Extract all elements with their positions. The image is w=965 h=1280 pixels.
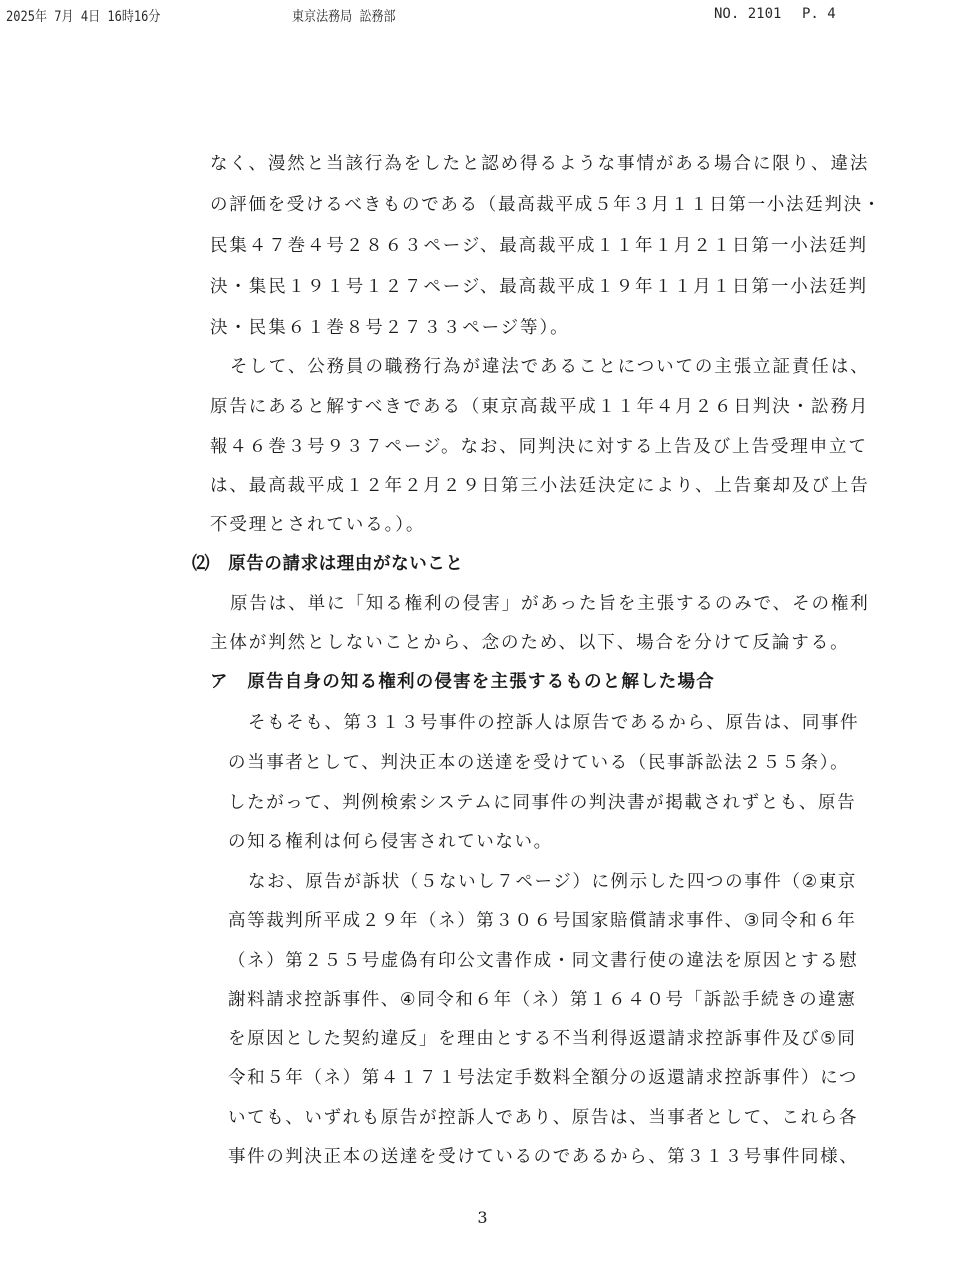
page-number: 3 xyxy=(477,1208,488,1227)
body-line: 決・民集６１巻８号２７３３ページ等）。 xyxy=(210,318,570,338)
body-line: そもそも、第３１３号事件の控訴人は原告であるから、原告は、同事件 xyxy=(248,713,860,733)
body-line: 高等裁判所平成２９年（ネ）第３０６号国家賠償請求事件、③同令和６年 xyxy=(228,911,857,931)
body-line: なお、原告が訴状（５ないし７ページ）に例示した四つの事件（②東京 xyxy=(248,872,858,892)
body-line: いても、いずれも原告が控訴人であり、原告は、当事者として、これら各 xyxy=(228,1108,858,1128)
body-line: 不受理とされている。）。 xyxy=(210,515,426,535)
body-line: なく、漫然と当該行為をしたと認め得るような事情がある場合に限り、違法 xyxy=(210,154,870,174)
body-line: したがって、判例検索システムに同事件の判決書が掲載されずとも、原告 xyxy=(228,793,857,813)
body-line: 決・集民１９１号１２７ページ、最高裁平成１９年１１月１日第一小法廷判 xyxy=(210,277,868,297)
body-line: 謝料請求控訴事件、④同令和６年（ネ）第１６４０号「訴訟手続きの違憲 xyxy=(228,990,857,1010)
body-line: （ネ）第２５５号虚偽有印公文書作成・同文書行使の違法を原因とする慰 xyxy=(228,951,859,971)
body-line: は、最高裁平成１２年２月２９日第三小法廷決定により、上告棄却及び上告 xyxy=(210,476,870,496)
body-line: 主体が判然としないことから、念のため、以下、場合を分けて反論する。 xyxy=(210,633,850,653)
section-heading: ⑵ 原告の請求は理由がないこと xyxy=(192,554,464,574)
body-line: 報４６巻３号９３７ページ。なお、同判決に対する上告及び上告受理申立て xyxy=(210,437,868,457)
body-line: の知る権利は何ら侵害されていない。 xyxy=(228,832,553,852)
body-line: の当事者として、判決正本の送達を受けている（民事訴訟法２５５条）。 xyxy=(228,753,850,773)
body-line: 原告は、単に「知る権利の侵害」があった旨を主張するのみで、その権利 xyxy=(230,594,870,614)
fax-header xyxy=(0,4,965,26)
body-line: 民集４７巻４号２８６３ページ、最高裁平成１１年１月２１日第一小法廷判 xyxy=(210,236,868,256)
fax-sender: 東京法務局 訟務部 xyxy=(292,9,396,25)
fax-datetime: 2025年 7月 4日 16時16分 xyxy=(6,9,161,25)
fax-page: P. 4 xyxy=(802,6,836,22)
fax-number: NO. 2101 xyxy=(714,6,782,22)
body-line: 原告にあると解すべきである（東京高裁平成１１年４月２６日判決・訟務月 xyxy=(210,397,870,417)
body-line: 令和５年（ネ）第４１７１号法定手数料全額分の返還請求控訴事件）につ xyxy=(228,1068,858,1088)
subsection-heading: ア 原告自身の知る権利の侵害を主張するものと解した場合 xyxy=(210,672,715,692)
body-line: そして、公務員の職務行為が違法であることについての主張立証責任は、 xyxy=(230,357,870,377)
body-line: の評価を受けるべきものである（最高裁平成５年３月１１日第一小法廷判決・ xyxy=(210,195,882,215)
body-line: を原因とした契約違反」を理由とする不当利得返還請求控訴事件及び⑤同 xyxy=(228,1029,857,1049)
body-line: 事件の判決正本の送達を受けているのであるから、第３１３号事件同様、 xyxy=(228,1147,859,1167)
